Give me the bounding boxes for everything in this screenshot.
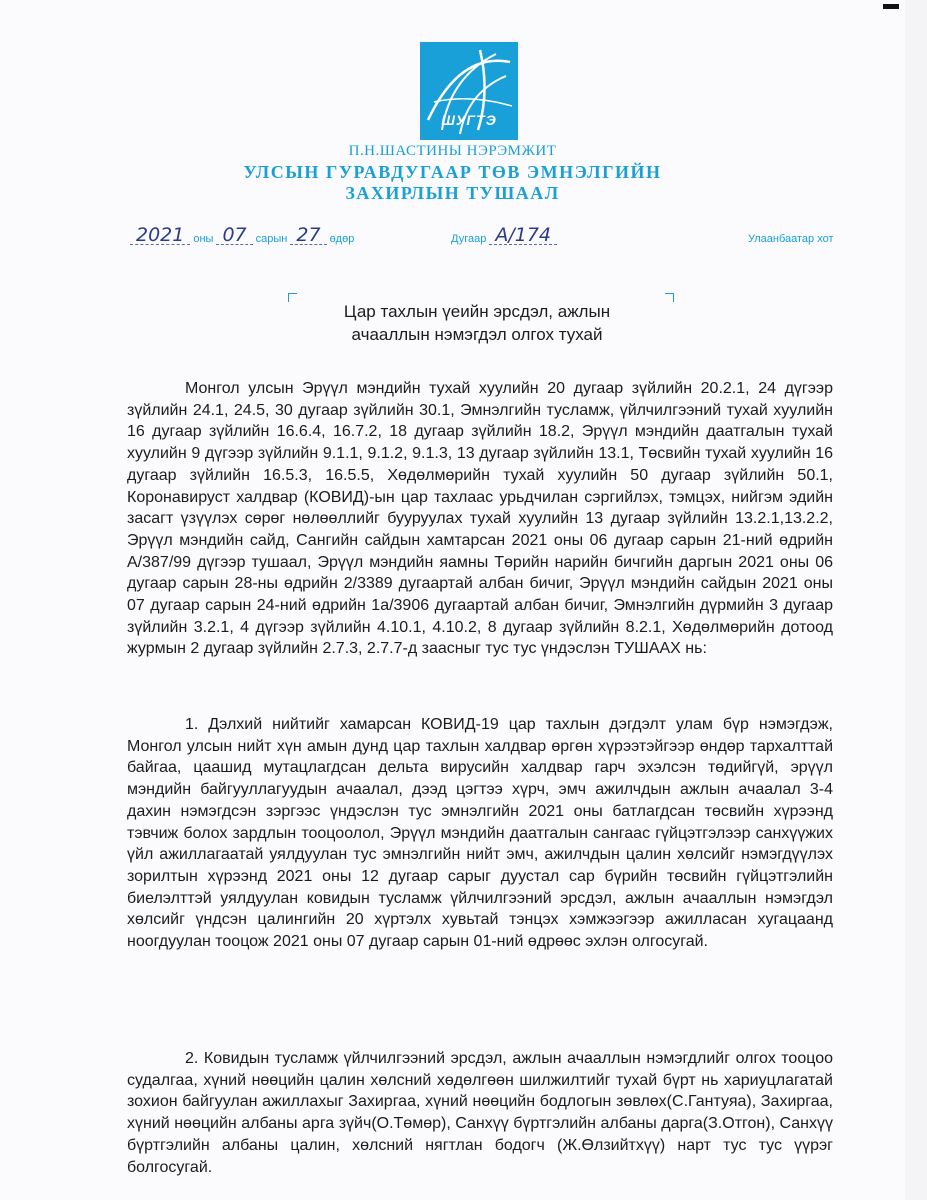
header-line-3: ЗАХИРЛЫН ТУШААЛ: [345, 183, 560, 203]
day-label: өдөр: [329, 233, 355, 245]
order-number-line: [448, 226, 557, 245]
month-label: сарын: [255, 233, 288, 245]
city-label: Улаанбаатар хот: [748, 233, 834, 245]
number-label: Дугаар: [451, 233, 487, 245]
month-value: 07: [216, 226, 252, 245]
date-line: [130, 226, 357, 245]
clause-1-paragraph: 1. Дэлхий нийтийг хамарсан КОВИД-19 цар тахлын дэгдэлт улам бүр нэмэгдэж, Монгол улсын нийт хүн амын дунд цар тахлын халдвар өргөн хүрээтэйгээр өндөр тархалттай байгаа, цаашид мутацлагдсан дельта вирусийн халдвар гарч эхэлсэн төдийгүй, эрүүл мэндийн байгууллагуудын ачаалал, дээд цэгтээ хүрч, эмч ажилчдын ажлын ачаалал 3-4 дахин нэмэгдсэн зэргээс үндэслэн тус эмнэлгийн 2021 оны батлагдсан төсвийн хүрээнд тэвчиж болох зардлын тооцоолол, Эрүүл мэндийн даатгалын сангаас гүйцэтгэлээр санхүүжих үйл ажиллагаатай уялдуулан тус эмнэлгийн нийт эмч, ажилчдын цалин хөлсийг нэмэгдүүлэх зорилтын хүрээнд 2021 оны 12 дугаар сарыг дуустал сар бүрийн төсвийн гүйцэтгэлийн биелэлттэй уялдуулан ковидын тусламж үйлчилгээний эрсдэл, ажлын ачааллын нэмэгдэл хөлсийг үндсэн цалингийн 20 хүртэлх хувьтай тэнцэх хэмжээгээр ажилласан хугацаанд ноогдуулан тооцож 2021 оны 07 дугаар сарын 01-ний өдрөөс эхлэн олгосугай.: [127, 716, 833, 951]
header-line-1: П.Н.ШАСТИНЫ НЭРЭМЖИТ: [348, 143, 557, 159]
order-number-value: A/174: [489, 226, 557, 245]
title-bracket-right: [665, 293, 674, 302]
order-title-line-1: Цар тахлын үеийн эрсдэл, ажлын: [343, 302, 611, 321]
year-value: 2021: [130, 226, 190, 245]
order-title-line-2: ачааллын нэмэгдэл олгох тухай: [351, 325, 603, 344]
title-bracket-left: [288, 293, 297, 302]
clause-2-paragraph: 2. Ковидын тусламж үйлчилгээний эрсдэл, ажлын ачааллын нэмэгдлийг олгох тооцоо судалгаа, хүний нөөцийн цалин хөлсний хөдөлгөөн шилжилтийг тухай бүрт нь хариуцлагатай зохион байгуулан ажиллахыг Захиргаа, хүний нөөцийн бодлогын зөвлөх(С.Гантуяа), Захиргаа, хүний нөөцийн албаны арга зүйч(О.Төмөр), Санхүү бүртгэлийн албаны дарга(З.Отгон), Санхүү бүртгэлийн албаны цалин, хөлсний нягтлан бодогч (Ж.Өлзийтхүү) нарт тус тус үүрэг болгосугай.: [127, 1050, 833, 1176]
order-title: [300, 300, 654, 346]
hospital-logo: [420, 42, 518, 140]
logo-text: ШУГТЭ: [441, 112, 497, 128]
scan-corner-mark: [883, 4, 899, 9]
preamble-paragraph: Монгол улсын Эрүүл мэндийн тухай хуулийн 20 дугаар зүйлийн 20.2.1, 24 дүгээр зүйлийн 24.1, 24.5, 30 дугаар зүйлийн 30.1, Эмнэлгийн тусламж, үйлчилгээний тухай хуулийн 16 дугаар зүйлийн 16.6.4, 16.7.2, 18 дугаар зүйлийн 18.2, Эрүүл мэндийн даатгалын тухай хуулийн 9 дүгээр зүйлийн 9.1.1, 9.1.2, 9.1.3, 13 дугаар зүйлийн 13.1, Төсвийн тухай хуулийн 16 дугаар зүйлийн 16.5.3, 16.5.5, Хөдөлмөрийн тухай хуулийн 50 дугаар зүйлийн 50.1, Коронавируст халдвар (КОВИД)-ын цар тахлаас урьдчилан сэргийлэх, тэмцэх, нийгэм эдийн засагт үзүүлэх сөрөг нөлөөллийг бууруулах тухай хуулийн 13 дугаар зүйлийн 13.2.1,13.2.2, Эрүүл мэндийн сайд, Сангийн сайдын хамтарсан 2021 оны 06 дугаар сарын 21-ний өдрийн А/387/99 дүгээр тушаал, Эрүүл мэндийн яамны Төрийн нарийн бичгийн даргын 2021 оны 06 дугаар сарын 28-ны өдрийн 2/3389 дугаартай албан бичиг, Эрүүл мэндийн сайдын 2021 оны 07 дугаар сарын 24-ний өдрийн 1а/3906 дугаартай албан бичиг, Эмнэлгийн дүрмийн 3 дугаар зүйлийн 3.2.1, 4 дүгээр зүйлийн 4.10.1, 4.10.2, 8 дугаар зүйлийн 8.2.1, Хөдөлмөрийн дотоод журмын 2 дугаар зүйлийн 2.7.3, 2.7.7-д заасныг тус тус үндэслэн ТУШААХ нь:: [127, 380, 833, 658]
year-label: оны: [193, 233, 214, 245]
day-value: 27: [290, 226, 326, 245]
header-line-2: УЛСЫН ГУРАВДУГААР ТӨВ ЭМНЭЛГИЙН: [243, 162, 662, 182]
